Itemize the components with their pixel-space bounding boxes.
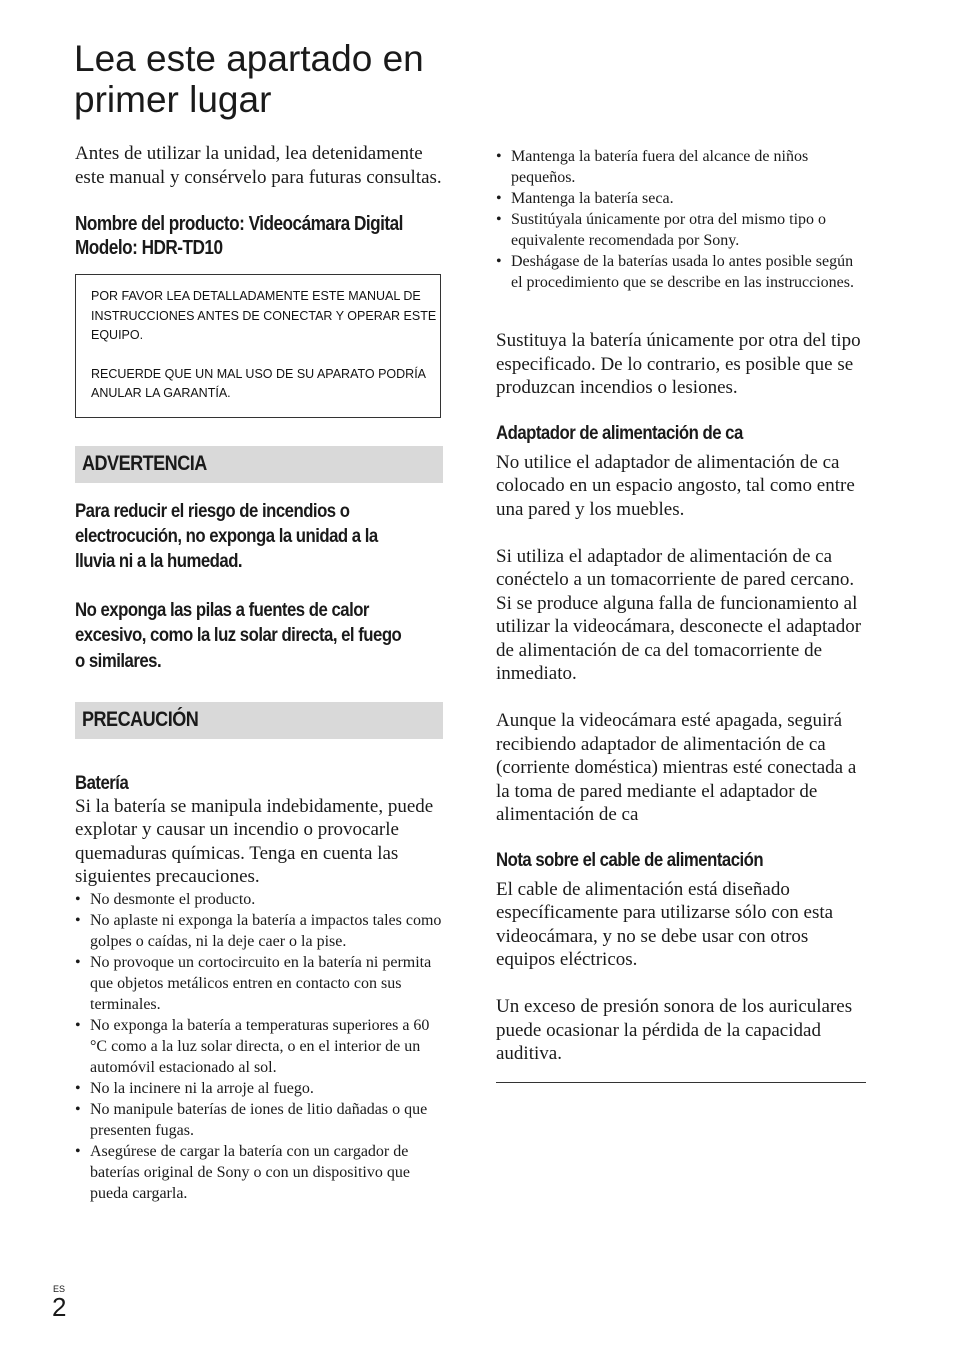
bateria-list-continued [496,146,868,293]
adaptador-heading: Adaptador de alimentación de ca [496,421,743,444]
list-item: • No exponga la batería a temperaturas superiores a 60 °C como a la luz solar directa, o en el interior de un automóvil estacionado al sol. [75,1015,445,1078]
advertencia-heading-bar [75,446,443,483]
precaucion-heading: PRECAUCIÓN [82,708,199,732]
advertencia-heading: ADVERTENCIA [82,452,207,475]
section-divider [496,1082,866,1083]
list-item: • Asegúrese de cargar la batería con un cargador de baterías original de Sony o con un dispositivo que pueda cargarla. [75,1141,445,1204]
warning-line: o similares. [75,649,162,672]
product-model-block [75,212,403,260]
warning-line: electrocución, no exponga la unidad a la [75,524,378,547]
cable-heading: Nota sobre el cable de alimentación [496,848,764,871]
list-item: • Deshágase de la baterías usada lo antes posible según el procedimiento que se describe en las instrucciones. [496,251,868,293]
list-item: • No aplaste ni exponga la batería a impactos tales como golpes o caídas, ni la deje caer o la pise. [75,910,445,952]
notice-text-2: RECUERDE QUE UN MAL USO DE SU APARATO PODRÍA ANULAR LA GARANTÍA. [91,366,426,400]
bateria-intro: Si la batería se manipula indebidamente, puede explotar y causar un incendio o provocarle quemaduras químicas. Tenga en cuenta las siguientes precauciones. [75,795,434,888]
list-item: • No la incinere ni la arroje al fuego. [75,1078,445,1099]
cable-text-1: El cable de alimentación está diseñado específicamente para utilizarse sólo con esta videocámara, y no se debe usar con otros equipos eléctricos. [496,878,834,970]
adaptador-text-3: Aunque la videocámara esté apagada, seguirá recibiendo adaptador de alimentación de ca (corriente doméstica) mientras esté conectada a la toma de pared mediante el adaptador de alimentación de ca [496,710,857,825]
precaucion-heading-bar [75,702,443,739]
warning-line: No exponga las pilas a fuentes de calor [75,599,369,622]
warning-line: Para reducir el riesgo de incendios o [75,499,350,522]
list-item: • Mantenga la batería seca. [496,188,868,209]
adaptador-text-1: No utilice el adaptador de alimentación de ca colocado en un espacio angosto, tal como entre una pared y los muebles. [496,451,855,520]
cable-text-2: Un exceso de presión sonora de los auriculares puede ocasionar la pérdida de la capacidad auditiva. [496,996,853,1064]
product-name: Nombre del producto: Videocámara Digital [75,213,403,235]
replace-battery-text: Sustituya la batería únicamente por otra del tipo especificado. De lo contrario, es posible que se produzcan incendios o lesiones. [496,330,861,398]
left-column [75,142,445,1204]
bateria-list [75,889,445,1204]
warning-line: lluvia ni a la humedad. [75,549,243,572]
warranty-notice-box [75,274,441,418]
list-item: • Sustitúyala únicamente por otra del mismo tipo o equivalente recomendada por Sony. [496,209,868,251]
adaptador-text-2: Si utiliza el adaptador de alimentación de ca conéctelo a un tomacorriente de pared cercano. Si se produce alguna falla de funcionamiento al utilizar la videocámara, desconecte el adaptador de alimentación de ca del tomacorriente de inmediato. [496,545,862,684]
list-item: • No desmonte el producto. [75,889,445,910]
list-item: • Mantenga la batería fuera del alcance de niños pequeños. [496,146,868,188]
warning-fire [75,499,393,575]
bateria-heading: Batería [75,771,129,794]
intro-text: Antes de utilizar la unidad, lea detenidamente este manual y consérvelo para futuras consultas. [75,143,442,188]
page-number: 2 [52,1292,67,1322]
product-model: Modelo: HDR-TD10 [75,237,223,259]
page-title: Lea este apartado en primer lugar [74,38,424,120]
warning-line: excesivo, como la luz solar directa, el fuego [75,624,402,647]
language-code: ES [53,1284,66,1294]
list-item: • No manipule baterías de iones de litio dañadas o que presenten fugas. [75,1099,445,1141]
warning-heat [75,598,402,674]
list-item: • No provoque un cortocircuito en la batería ni permita que objetos metálicos entren en contacto con sus terminales. [75,952,445,1015]
right-column [496,146,868,1083]
notice-text-1: POR FAVOR LEA DETALLADAMENTE ESTE MANUAL DE INSTRUCCIONES ANTES DE CONECTAR Y OPERAR ESTE EQUIPO. [91,289,437,342]
